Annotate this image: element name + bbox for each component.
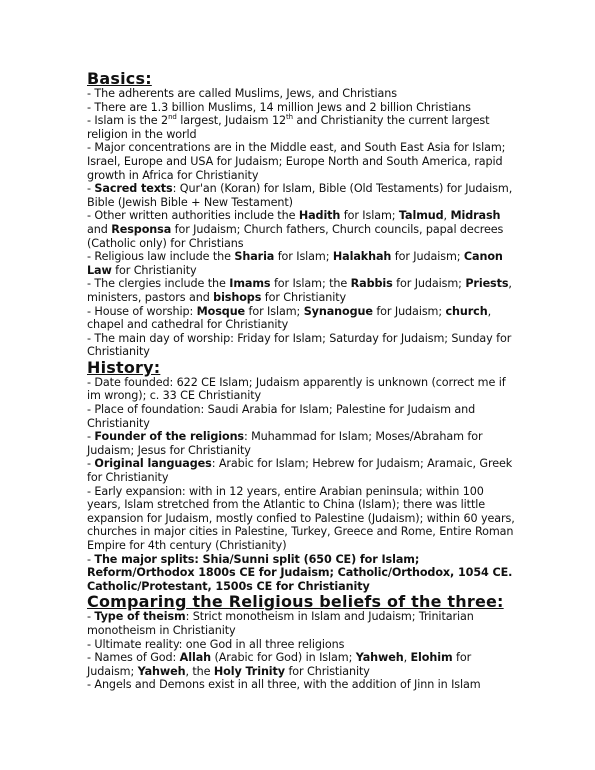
text-run: - Early expansion: with in 12 years, entire Arabian peninsula; within 100 years, Islam stretched from the Atlantic to China (Islam); there was little expansion for Judaism, mostly confied to Palestine (Judaism); within 60 years, churches in major cities in Palestine, Turkey, Greece and Rome, Entire Roman Empire for 4th century (Christianity) <box>87 484 515 552</box>
bold-term: Holy Trinity <box>213 664 285 678</box>
list-item <box>87 87 515 101</box>
text-run: and <box>87 222 112 236</box>
text-run: : Qur'an (Koran) for Islam, Bible (Old Testaments) for Judaism, Bible (Jewish Bible + New Testament) <box>87 182 513 209</box>
text-run: - Place of foundation: Saudi Arabia for Islam; Palestine for Judaism and Christianity <box>87 403 476 430</box>
text-run: - The main day of worship: Friday for Islam; Saturday for Judaism; Sunday for Christianity <box>87 331 512 359</box>
text-run: (Arabic for God) in Islam; <box>211 651 356 665</box>
list-item <box>87 430 515 457</box>
text-run: , ministers, pastors and <box>87 277 512 304</box>
text-run: - Religious law include the <box>87 250 235 264</box>
text-run: , <box>403 651 411 665</box>
text-run: for Islam; <box>245 304 304 318</box>
text-run: - Ultimate reality: one God in all three religions <box>87 637 345 651</box>
text-run: - Date founded: 622 CE Islam; Judaism apparently is unknown (correct me if im wrong); c. 33 CE Christianity <box>87 375 506 403</box>
superscript: th <box>285 113 293 122</box>
bold-term: The major splits: Shia/Sunni split (650 CE) for Islam; Reform/Orthodox 1800s CE for Judaism; Catholic/Orthodox, 1054 CE. Catholic/Protestant, 1500s CE for Christianity <box>87 552 513 593</box>
bold-term: Sharia <box>234 250 275 264</box>
bold-term: Allah <box>179 651 212 665</box>
bold-term: bishops <box>213 290 262 304</box>
superscript: nd <box>168 113 177 122</box>
text-run: - <box>87 552 95 566</box>
list-item <box>87 651 515 678</box>
text-run: - The adherents are called Muslims, Jews, and Christians <box>87 87 398 100</box>
bold-term: Rabbis <box>350 277 393 291</box>
list-item <box>87 182 515 209</box>
text-run: - Other written authorities include the <box>87 209 299 223</box>
section-basics <box>87 70 515 359</box>
bold-term: Yahweh <box>137 664 186 678</box>
text-run: , the <box>185 664 214 678</box>
bold-term: Original languages <box>94 457 212 471</box>
bold-term: Sacred texts <box>94 182 173 196</box>
bold-term: Priests <box>465 277 509 291</box>
list-item <box>87 114 515 141</box>
text-run: - <box>87 610 95 624</box>
bold-term: Founder of the religions <box>94 430 244 444</box>
text-run: for Judaism; <box>87 651 472 678</box>
list-item <box>87 553 515 594</box>
text-run: , <box>443 209 451 223</box>
text-run: and Christianity the current largest religion in the world <box>87 114 490 141</box>
bold-term: Hadith <box>298 209 341 223</box>
list-item <box>87 277 515 304</box>
bold-term: Type of theism <box>94 610 186 624</box>
list-item <box>87 403 515 430</box>
bold-term: Mosque <box>196 304 246 318</box>
bold-term: Halakhah <box>332 250 392 264</box>
section-items <box>87 87 515 359</box>
text-run: for Judaism; <box>392 277 466 291</box>
list-item <box>87 209 515 250</box>
text-run: - House of worship: <box>87 304 197 318</box>
text-run: for Christianity <box>111 263 197 277</box>
list-item <box>87 332 515 359</box>
list-item <box>87 141 515 182</box>
section-comparing-beliefs <box>87 593 515 692</box>
section-items <box>87 610 515 692</box>
list-item <box>87 610 515 637</box>
text-run: for Judaism; <box>372 304 446 318</box>
text-run: - There are 1.3 billion Muslims, 14 million Jews and 2 billion Christians <box>87 100 471 114</box>
list-item <box>87 250 515 277</box>
section-history <box>87 359 515 594</box>
section-items <box>87 376 515 594</box>
section-heading: History: <box>87 357 161 377</box>
text-run: for Judaism; Church fathers, Church councils, papal decrees (Catholic only) for Christians <box>87 222 504 250</box>
list-item <box>87 457 515 484</box>
text-run: for Judaism; <box>391 250 464 264</box>
bold-term: Talmud <box>398 209 444 223</box>
text-run: for Islam; the <box>270 277 351 291</box>
section-heading: Basics: <box>87 69 152 88</box>
text-run: - <box>87 430 95 444</box>
bold-term: Yahweh <box>355 651 404 665</box>
text-run: - Islam is the 2 <box>87 114 169 128</box>
list-item <box>87 305 515 332</box>
bold-term: Synanogue <box>303 304 373 318</box>
bold-term: Elohim <box>410 651 453 665</box>
text-run: for Islam; <box>274 250 333 264</box>
text-run: for Christianity <box>261 290 347 304</box>
text-run: - Major concentrations are in the Middle east, and South East Asia for Islam; Israel, Europe and USA for Judaism; Europe North and South America, rapid growth in Africa for Christianity <box>87 141 506 182</box>
list-item <box>87 101 515 115</box>
text-run: largest, Judaism 12 <box>176 114 286 128</box>
text-run: - Angels and Demons exist in all three, with the addition of Jinn in Islam <box>87 678 481 692</box>
list-item <box>87 376 515 403</box>
text-run: - <box>87 457 95 471</box>
text-run: - The clergies include the <box>87 277 230 291</box>
text-run: - Names of God: <box>87 651 180 665</box>
text-run: : Muhammad for Islam; Moses/Abraham for Judaism; Jesus for Christianity <box>87 430 483 457</box>
bold-term: Canon Law <box>87 250 503 277</box>
text-run: for Christianity <box>285 664 370 678</box>
list-item <box>87 638 515 652</box>
text-run: , chapel and cathedral for Christianity <box>87 304 492 332</box>
bold-term: Imams <box>229 277 271 291</box>
list-item <box>87 678 515 692</box>
bold-term: church <box>445 304 488 318</box>
text-run: : Strict monotheism in Islam and Judaism; Trinitarian monotheism in Christianity <box>87 610 474 637</box>
bold-term: Responsa <box>111 222 172 236</box>
text-run: - <box>87 182 95 196</box>
bold-term: Midrash <box>450 209 501 223</box>
section-heading: Comparing the Religious beliefs of the three: <box>87 592 504 612</box>
text-run: : Arabic for Islam; Hebrew for Judaism; Aramaic, Greek for Christianity <box>87 457 513 485</box>
list-item <box>87 485 515 553</box>
text-run: for Islam; <box>340 209 399 223</box>
